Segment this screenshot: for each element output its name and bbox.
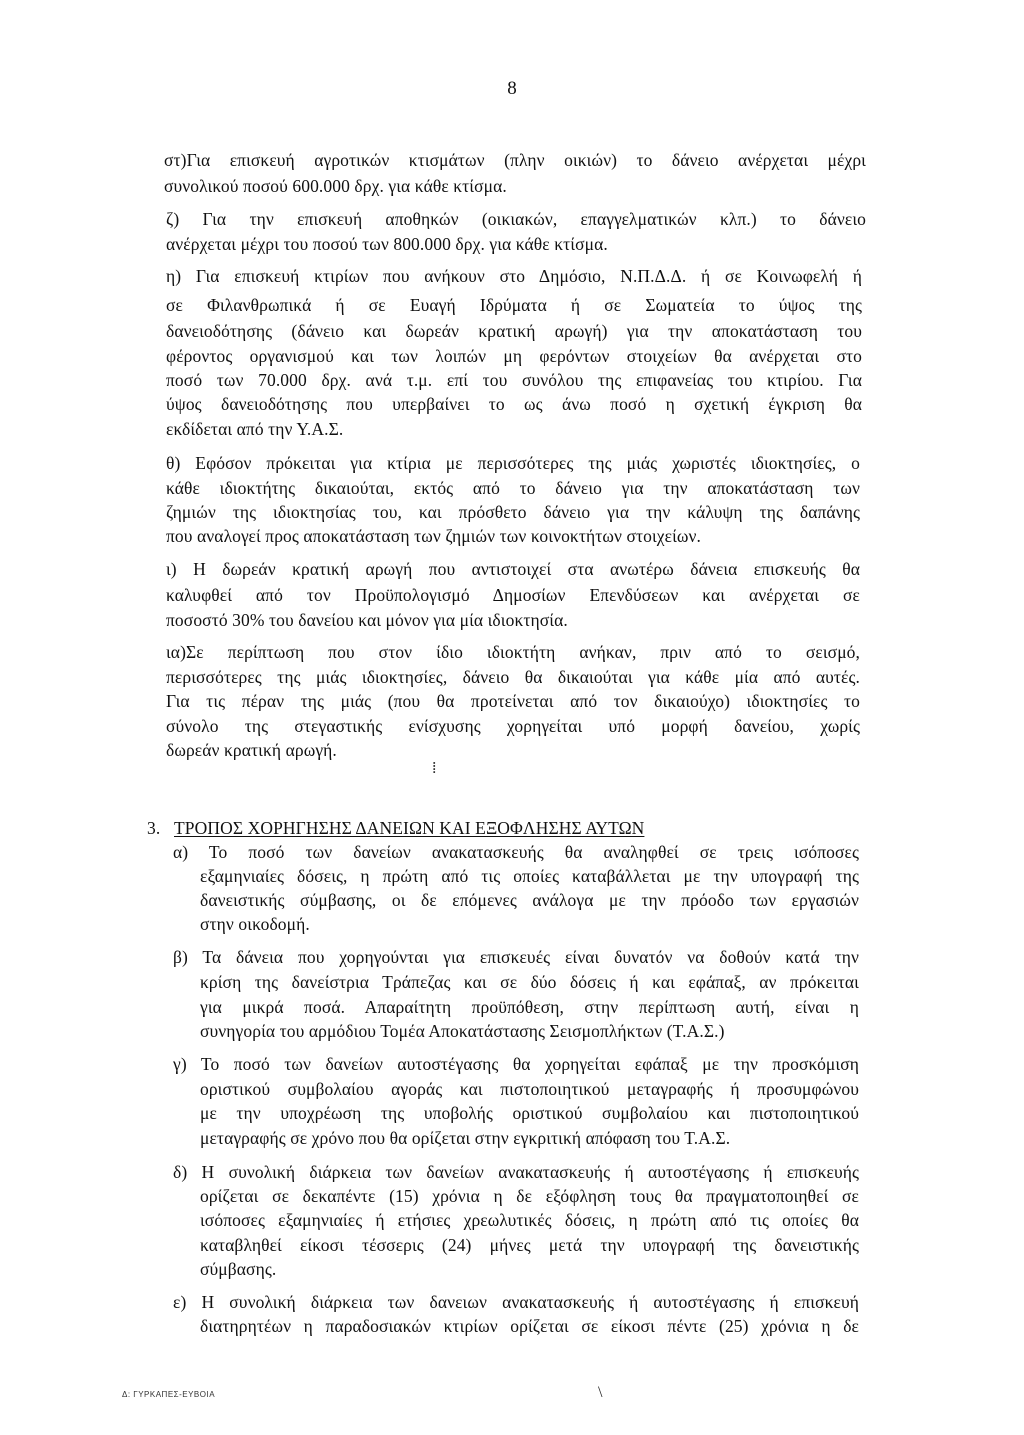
text-line: ισόποσες εξαμηνιαίες ή ετήσιες χρεωλυτικές δόσεις, η πρώτη από τις οποίες θα: [200, 1210, 859, 1230]
footer-code: Δ: ΓΥΡΚΑΠΕΣ-ΕΥΒΟΙΑ: [122, 1390, 216, 1399]
scan-mark: \: [598, 1384, 603, 1401]
text-line: Για τις πέραν της μιάς (που θα προτείνεται από τον δικαιούχο) ιδιοκτησίες το: [166, 691, 860, 711]
text-line: εκδίδεται από την Υ.Α.Σ.: [166, 419, 344, 439]
text-line: η) Για επισκευή κτιρίων που ανήκουν στο Δημόσιο, Ν.Π.Δ.Δ. ή σε Κοινωφελή ή: [166, 266, 862, 286]
text-line: οριστικού συμβολαίου αγοράς και πιστοποιητικού μεταγραφής ή προσυμφώνου: [200, 1079, 859, 1099]
text-line: στην οικοδομή.: [200, 914, 310, 934]
page-number: 8: [507, 78, 517, 99]
text-line: ανέρχεται μέχρι του ποσού των 800.000 δρχ. για κάθε κτίσμα.: [166, 234, 608, 254]
text-line: περισσότερες της μιάς ιδιοκτησίες, δάνειο θα δικαιούται για κάθε μία από αυτές.: [166, 667, 860, 687]
text-line: ποσό των 70.000 δρχ. ανά τ.μ. επί του συνόλου της επιφανείας του κτιρίου. Για: [166, 370, 862, 390]
text-line: στ)Για επισκευή αγροτικών κτισμάτων (πλην οικιών) το δάνειο ανέρχεται μέχρι: [164, 150, 866, 170]
text-line: εξαμηνιαίες δόσεις, η πρώτη από τις οποίες καταβάλλεται με την υπογραφή της: [200, 866, 859, 886]
text-line: με την υποχρέωση της υποβολής οριστικού συμβολαίου και πιστοποιητικού: [200, 1103, 859, 1123]
text-line: συνολικού ποσού 600.000 δρχ. για κάθε κτίσμα.: [164, 176, 507, 196]
text-line: γ) Το ποσό των δανείων αυτοστέγασης θα χορηγείται εφάπαξ με την προσκόμιση: [173, 1054, 859, 1074]
text-line: δανειστικής σύμβασης, οι δε επόμενες ανάλογα με την πρόοδο των εργασιών: [200, 890, 859, 910]
text-line: σύμβασης.: [200, 1259, 277, 1279]
text-line: α) Το ποσό των δανείων ανακατασκευής θα αναληφθεί σε τρεις ισόποσες: [173, 842, 859, 862]
text-line: θ) Εφόσον πρόκειται για κτίρια με περισσότερες της μιάς χωριστές ιδιοκτησίες, ο: [166, 453, 860, 473]
text-line: κάθε ιδιοκτήτης δικαιούται, εκτός από το δάνειο για την αποκατάσταση των: [166, 478, 860, 498]
text-line: ύψος δανειοδότησης που υπερβαίνει το ως άνω ποσό η σχετική έγκριση θα: [166, 394, 862, 414]
text-line: ορίζεται σε δεκαπέντε (15) χρόνια η δε εξόφληση τους θα πραγματοποιηθεί σε: [200, 1186, 859, 1206]
text-line: σύνολο της στεγαστικής ενίσχυσης χορηγείται υπό μορφή δανείου, χωρίς: [166, 716, 860, 736]
text-line: που αναλογεί προς αποκατάσταση των ζημιών των κοινοκτήτων στοιχείων.: [166, 526, 702, 546]
scan-mark: ⁞: [432, 760, 437, 777]
text-line: καταβληθεί είκοσι τέσσερις (24) μήνες μετά την υπογραφή της δανειστικής: [200, 1235, 859, 1255]
text-line: σε Φιλανθρωπικά ή σε Ευαγή Ιδρύματα ή σε Σωματεία το ύψος της: [166, 295, 862, 315]
section-number: 3.: [147, 818, 161, 838]
text-line: ι) Η δωρεάν κρατική αρωγή που αντιστοιχεί στα ανωτέρω δάνεια επισκευής θα: [166, 559, 860, 579]
text-line: φέροντος οργανισμού και των λοιπών μη φερόντων στοιχείων θα ανέρχεται στο: [166, 346, 862, 366]
text-line: δωρεάν κρατική αρωγή.: [166, 740, 337, 760]
text-line: ποσοστό 30% του δανείου και μόνον για μία ιδιοκτησία.: [166, 610, 568, 630]
text-line: για μικρά ποσά. Απαραίτητη προϋπόθεση, στην περίπτωση αυτή, είναι η: [200, 997, 859, 1017]
text-line: δ) Η συνολική διάρκεια των δανείων ανακατασκευής ή αυτοστέγασης ή επισκευής: [173, 1162, 859, 1182]
text-line: ζ) Για την επισκευή αποθηκών (οικιακών, επαγγελματικών κλπ.) το δάνειο: [166, 209, 866, 229]
text-line: διατηρητέων η παραδοσιακών κτιρίων ορίζεται σε είκοσι πέντε (25) χρόνια η δε: [200, 1316, 859, 1336]
text-line: κρίση της δανείστρια Τράπεζας και σε δύο δόσεις ή και εφάπαξ, αν πρόκειται: [200, 972, 859, 992]
section-title: ΤΡΟΠΟΣ ΧΟΡΗΓΗΣΗΣ ΔΑΝΕΙΩΝ ΚΑΙ ΕΞΟΦΛΗΣΗΣ ΑΥΤΩΝ: [174, 818, 645, 838]
text-line: συνηγορία του αρμόδιου Τομέα Αποκατάστασης Σεισμοπλήκτων (Τ.Α.Σ.): [200, 1021, 725, 1041]
text-line: δανειοδότησης (δάνειο και δωρεάν κρατική αρωγή) για την αποκατάσταση του: [166, 321, 862, 341]
text-line: ζημιών της ιδιοκτησίας του, και πρόσθετο δάνειο για την κάλυψη της δαπάνης: [166, 502, 860, 522]
text-line: μεταγραφής σε χρόνο που θα ορίζεται στην εγκριτική απόφαση του Τ.Α.Σ.: [200, 1128, 731, 1148]
text-line: ια)Σε περίπτωση που στον ίδιο ιδιοκτήτη ανήκαν, πριν από το σεισμό,: [166, 642, 860, 662]
text-line: β) Τα δάνεια που χορηγούνται για επισκευές είναι δυνατόν να δοθούν κατά την: [173, 947, 859, 967]
text-line: καλυφθεί από τον Προϋπολογισμό Δημοσίων Επενδύσεων και ανέρχεται σε: [166, 585, 860, 605]
text-line: ε) Η συνολική διάρκεια των δανειων ανακατασκευής ή αυτοστέγασης ή επισκευή: [173, 1292, 859, 1312]
